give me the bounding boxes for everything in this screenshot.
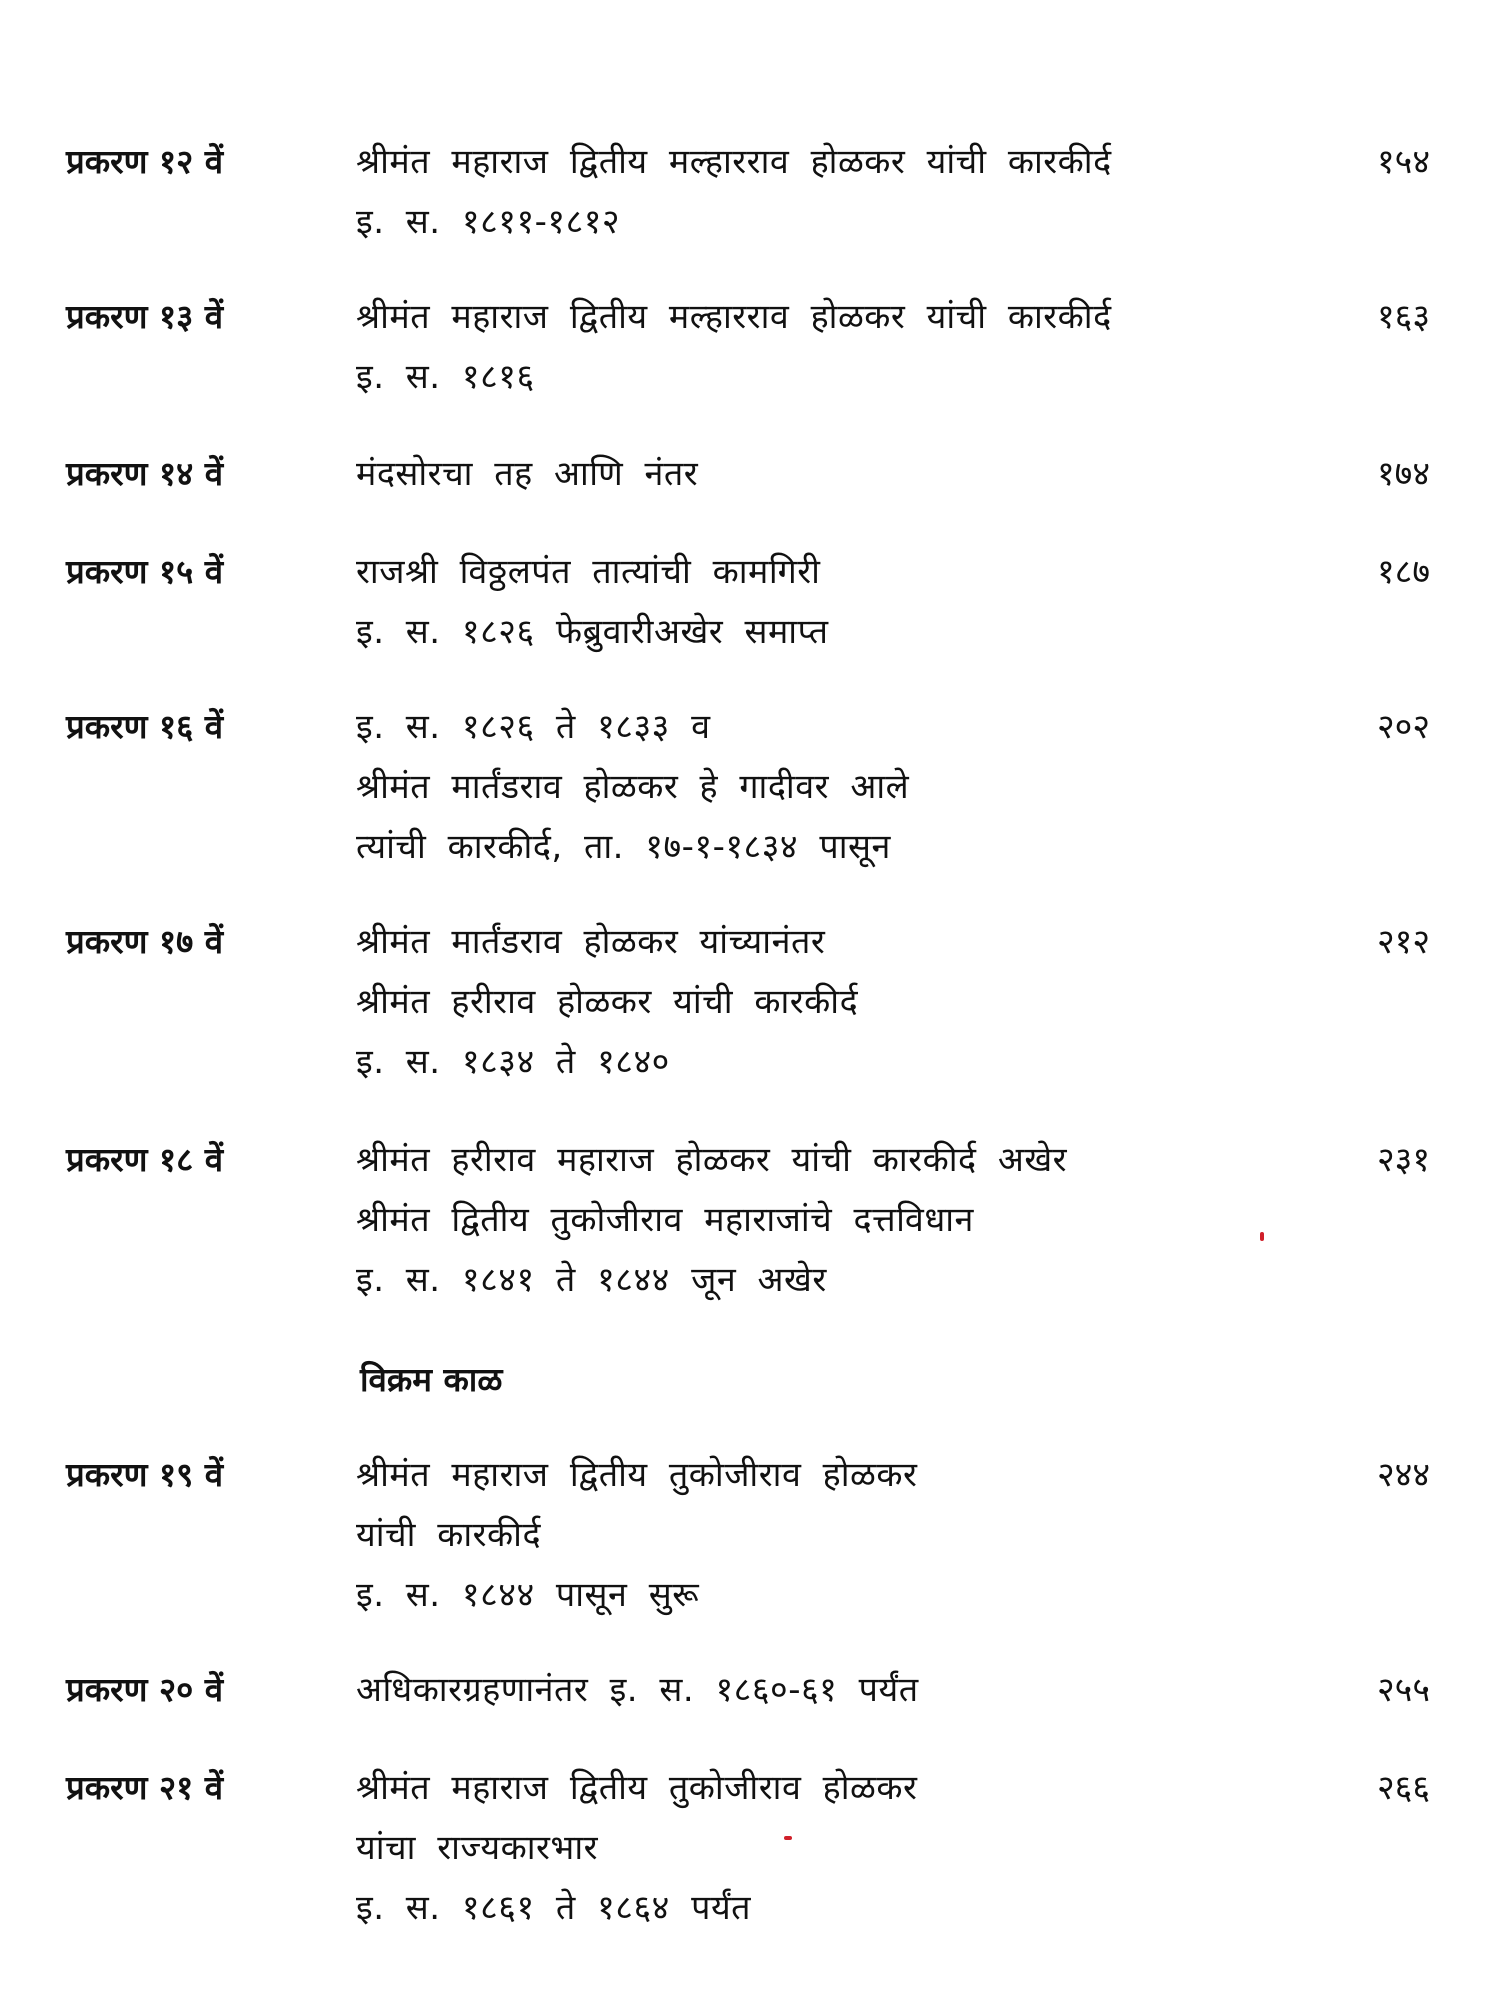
ink-speck: [1260, 1232, 1264, 1241]
title-line: इ. स. १८४४ पासून सुरू: [356, 1575, 700, 1615]
chapter-title: [356, 1445, 1316, 1625]
title-line: श्रीमंत महाराज द्वितीय तुकोजीराव होळकर: [356, 1768, 918, 1808]
title-line: इ. स. १८४१ ते १८४४ जून अखेर: [356, 1260, 827, 1300]
chapter-title: [356, 697, 1316, 877]
chapter-title: [356, 1130, 1316, 1310]
page-number: २४४: [1376, 1455, 1430, 1495]
chapter-label: प्रकरण १२ वें: [66, 142, 224, 181]
chapter-label: प्रकरण १७ वें: [66, 922, 224, 961]
title-line: श्रीमंत हरीराव होळकर यांची कारकीर्द: [356, 982, 859, 1022]
title-line: इ. स. १८११-१८१२: [356, 202, 621, 242]
title-line: श्रीमंत मार्तंडराव होळकर हे गादीवर आले: [356, 767, 910, 807]
chapter-label: प्रकरण १४ वें: [66, 454, 224, 493]
title-line: यांचा राज्यकारभार: [356, 1828, 599, 1868]
page-number: १५४: [1376, 142, 1430, 182]
title-line: इ. स. १८२६ ते १८३३ व: [356, 707, 711, 747]
chapter-title: [356, 1758, 1316, 1938]
page-number: १६३: [1376, 297, 1430, 337]
page-number: २५५: [1376, 1670, 1430, 1710]
chapter-title: [356, 287, 1316, 407]
title-line: श्रीमंत महाराज द्वितीय मल्हारराव होळकर यांची कारकीर्द: [356, 142, 1112, 182]
title-line: इ. स. १८६१ ते १८६४ पर्यंत: [356, 1888, 752, 1928]
chapter-label: प्रकरण १६ वें: [66, 707, 224, 746]
section-heading: विक्रम काळ: [360, 1360, 503, 1399]
chapter-label: प्रकरण १३ वें: [66, 297, 224, 336]
page-number: २१२: [1376, 922, 1430, 962]
title-line: श्रीमंत महाराज द्वितीय मल्हारराव होळकर यांची कारकीर्द: [356, 297, 1112, 337]
chapter-label: प्रकरण १९ वें: [66, 1455, 224, 1494]
title-line: श्रीमंत हरीराव महाराज होळकर यांची कारकीर्द अखेर: [356, 1140, 1068, 1180]
title-line: इ. स. १८१६: [356, 357, 535, 397]
page-number: २३१: [1376, 1140, 1430, 1180]
title-line: श्रीमंत द्वितीय तुकोजीराव महाराजांचे दत्तविधान: [356, 1200, 974, 1240]
page-number: २०२: [1376, 707, 1430, 747]
title-line: यांची कारकीर्द: [356, 1515, 542, 1555]
page-number: २६६: [1376, 1768, 1430, 1808]
chapter-title: [356, 1660, 1316, 1720]
chapter-title: [356, 542, 1316, 662]
title-line: त्यांची कारकीर्द, ता. १७-१-१८३४ पासून: [356, 827, 891, 867]
chapter-title: [356, 444, 1316, 504]
title-line: श्रीमंत महाराज द्वितीय तुकोजीराव होळकर: [356, 1455, 918, 1495]
chapter-label: प्रकरण १८ वें: [66, 1140, 224, 1179]
title-line: श्रीमंत मार्तंडराव होळकर यांच्यानंतर: [356, 922, 826, 962]
chapter-title: [356, 132, 1316, 252]
title-line: इ. स. १८३४ ते १८४०: [356, 1042, 670, 1082]
chapter-label: प्रकरण २० वें: [66, 1670, 224, 1709]
ink-speck: [784, 1836, 792, 1840]
page-number: १८७: [1376, 552, 1430, 592]
title-line: राजश्री विठ्ठलपंत तात्यांची कामगिरी: [356, 552, 821, 592]
page-number: १७४: [1376, 454, 1430, 494]
title-line: इ. स. १८२६ फेब्रुवारीअखेर समाप्त: [356, 612, 829, 652]
chapter-label: प्रकरण १५ वें: [66, 552, 224, 591]
chapter-title: [356, 912, 1316, 1092]
title-line: मंदसोरचा तह आणि नंतर: [356, 454, 699, 494]
title-line: अधिकारग्रहणानंतर इ. स. १८६०-६१ पर्यंत: [356, 1670, 919, 1710]
chapter-label: प्रकरण २१ वें: [66, 1768, 224, 1807]
